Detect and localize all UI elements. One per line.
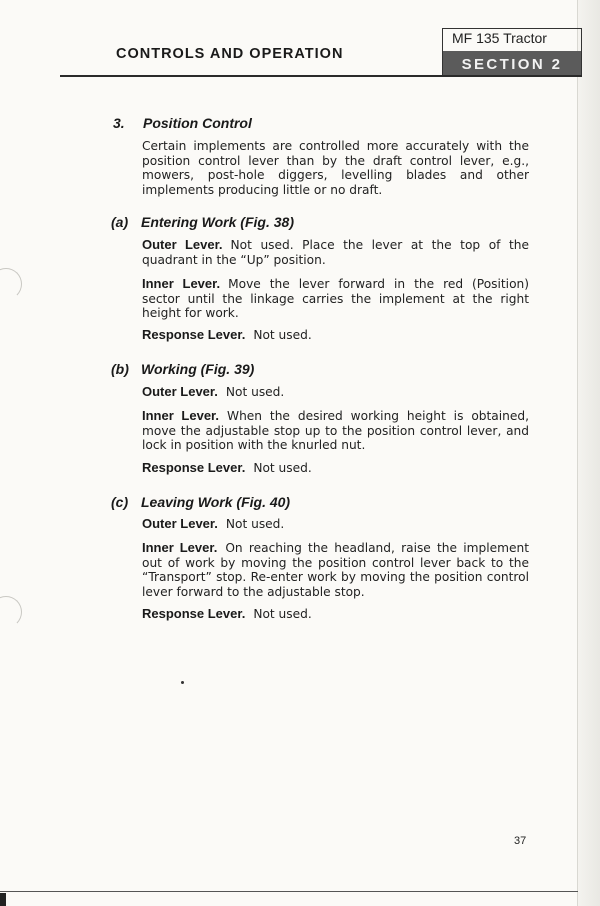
outer-lever-paragraph-a (142, 238, 529, 267)
model-name: MF 135 Tractor (452, 30, 547, 46)
response-lever-text: Not used. (253, 461, 312, 475)
response-lever-label: Response Lever. (142, 606, 246, 621)
bottom-rule (0, 891, 578, 892)
inner-lever-paragraph-c (142, 541, 529, 599)
subsection-heading-c (111, 494, 290, 510)
outer-lever-paragraph-b (142, 385, 529, 400)
outer-lever-text: Not used. Place the lever at the top of the quadrant in the “Up” position. (142, 238, 529, 267)
inner-lever-label: Inner Lever. (142, 540, 218, 555)
inner-lever-paragraph-b (142, 409, 529, 453)
outer-lever-label: Outer Lever. (142, 384, 218, 399)
inner-lever-label: Inner Lever. (142, 276, 221, 291)
inner-lever-text: On reaching the headland, raise the implement out of work by moving the position control lever back to the “Transport” stop. Re-enter work by moving the position control lever forward to the adjustable stop. (142, 541, 529, 599)
response-lever-paragraph-c (142, 607, 529, 622)
outer-lever-paragraph-c (142, 517, 529, 532)
document-title: CONTROLS AND OPERATION (116, 46, 344, 62)
outer-lever-text: Not used. (225, 517, 285, 531)
bottom-corner-mark (0, 893, 6, 906)
subsection-heading-a (111, 214, 294, 230)
page-edge (577, 0, 600, 906)
response-lever-paragraph-a (142, 328, 529, 343)
subsection-title-b: Working (Fig. 39) (141, 361, 255, 377)
subsection-heading-b (111, 361, 254, 377)
subsection-title-c: Leaving Work (Fig. 40) (141, 494, 291, 510)
inner-lever-text: When the desired working height is obtained, move the adjustable stop up to the position control lever, and lock in position with the knurled nut. (142, 409, 529, 453)
section-title: Position Control (143, 115, 252, 131)
section-badge: SECTION 2 (443, 51, 581, 77)
ink-speck (181, 681, 184, 684)
outer-lever-text: Not used. (225, 385, 285, 399)
inner-lever-label: Inner Lever. (142, 408, 220, 423)
outer-lever-label: Outer Lever. (142, 516, 218, 531)
page-number: 37 (514, 835, 527, 847)
outer-lever-label: Outer Lever. (142, 237, 223, 252)
subsection-mark-b: (b) (111, 361, 129, 377)
binding-hole-mark (0, 596, 22, 628)
inner-lever-text: Move the lever forward in the red (Position) sector until the linkage carries the implement at the right height for work. (142, 277, 530, 321)
section-heading (113, 115, 252, 131)
intro-paragraph: Certain implements are controlled more accurately with the position control lever than by the draft control lever, e.g., mowers, post-hole diggers, levelling blades and other implements producing little or no draft. (142, 139, 529, 197)
response-lever-text: Not used. (253, 328, 312, 342)
binding-hole-mark (0, 268, 22, 300)
subsection-title-a: Entering Work (Fig. 38) (141, 214, 294, 230)
response-lever-label: Response Lever. (142, 460, 246, 475)
response-lever-paragraph-b (142, 461, 529, 476)
header-rule (60, 75, 582, 77)
response-lever-label: Response Lever. (142, 327, 246, 342)
subsection-mark-a: (a) (111, 214, 129, 230)
subsection-mark-c: (c) (111, 494, 129, 510)
response-lever-text: Not used. (253, 607, 312, 621)
section-number: 3. (113, 115, 125, 131)
inner-lever-paragraph-a (142, 277, 529, 321)
